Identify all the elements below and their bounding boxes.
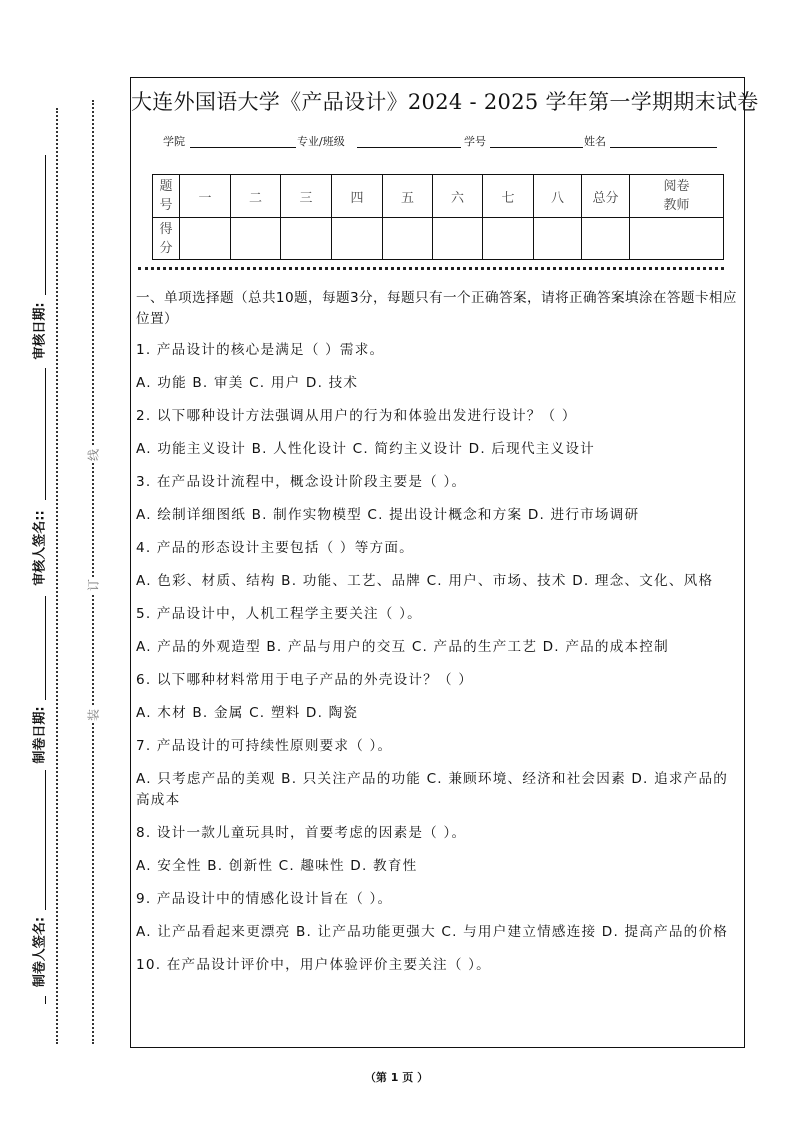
score-cell-5[interactable] xyxy=(383,218,433,260)
question-3: 3. 在产品设计流程中，概念设计阶段主要是（ ）。 xyxy=(136,474,467,490)
col-5: 五 xyxy=(383,175,433,218)
score-row xyxy=(153,218,724,260)
question-7: 7. 产品设计的可持续性原则要求（ ）。 xyxy=(136,738,393,754)
question-7-options: A. 只考虑产品的美观 B. 只关注产品的功能 C. 兼顾环境、经济和社会因素 D. 追求产品的高成本 xyxy=(136,771,729,808)
question-6-options: A. 木材 B. 金属 C. 塑料 D. 陶瓷 xyxy=(136,705,359,721)
row-head-tihao xyxy=(153,175,180,218)
major-class-field[interactable] xyxy=(357,147,461,148)
question-9-options: A. 让产品看起来更漂亮 B. 让产品功能更强大 C. 与用户建立情感连接 D. 提高产品的价格 xyxy=(136,924,729,940)
question-4-options: A. 色彩、材质、结构 B. 功能、工艺、品牌 C. 用户、市场、技术 D. 理念、文化、风格 xyxy=(136,573,714,589)
score-cell-4[interactable] xyxy=(332,218,383,260)
score-cell-8[interactable] xyxy=(534,218,582,260)
score-table xyxy=(152,174,724,260)
col-2: 二 xyxy=(231,175,281,218)
row-head-char: 得 xyxy=(159,221,173,237)
binding-char-xian: 线 xyxy=(86,448,101,462)
question-10: 10. 在产品设计评价中，用户体验评价主要关注（ ）。 xyxy=(136,957,491,973)
question-number-row xyxy=(153,175,724,218)
score-cell-6[interactable] xyxy=(433,218,483,260)
col-6: 六 xyxy=(433,175,483,218)
binding-char-zhuang: 装 xyxy=(86,708,101,722)
score-cell-1[interactable] xyxy=(180,218,231,260)
question-6: 6. 以下哪种材料常用于电子产品的外壳设计？（ ） xyxy=(136,672,474,688)
grader-label-line: 阅卷 xyxy=(663,179,690,194)
row-head-char: 题 xyxy=(159,179,173,194)
college-label: 学院 xyxy=(163,135,185,148)
col-1: 一 xyxy=(180,175,231,218)
college-field[interactable] xyxy=(190,147,296,148)
signature-line xyxy=(45,596,46,700)
signature-line xyxy=(45,996,46,1004)
signature-line xyxy=(45,770,46,910)
score-cell-3[interactable] xyxy=(281,218,332,260)
question-8: 8. 设计一款儿童玩具时，首要考虑的因素是（ ）。 xyxy=(136,825,467,841)
score-cell-total[interactable] xyxy=(582,218,630,260)
col-4: 四 xyxy=(332,175,383,218)
question-5: 5. 产品设计中，人机工程学主要关注（ ）。 xyxy=(136,606,422,622)
section-single-choice xyxy=(136,288,738,988)
signature-line xyxy=(45,155,46,295)
question-9: 9. 产品设计中的情感化设计旨在（ ）。 xyxy=(136,891,393,907)
question-1-options: A. 功能 B. 审美 C. 用户 D. 技术 xyxy=(136,375,359,391)
compiler-signature-label: 制卷人签名: xyxy=(32,916,48,988)
review-date-label: 审核日期: xyxy=(32,302,48,360)
question-5-options: A. 产品的外观造型 B. 产品与用户的交互 C. 产品的生产工艺 D. 产品的成本控制 xyxy=(136,639,669,655)
score-cell-grader[interactable] xyxy=(630,218,724,260)
name-label: 姓名 xyxy=(584,135,606,148)
major-class-label: 专业/班级 xyxy=(297,135,345,148)
question-8-options: A. 安全性 B. 创新性 C. 趣味性 D. 教育性 xyxy=(136,858,418,874)
exam-frame xyxy=(130,77,759,1048)
section-heading: 一、单项选择题（总共10题，每题3分，每题只有一个正确答案，请将正确答案填涂在答题卡相应位置） xyxy=(136,290,737,327)
col-8: 八 xyxy=(534,175,582,218)
page-number: （第 1 页 ） xyxy=(364,1071,429,1084)
col-7: 七 xyxy=(483,175,534,218)
col-3: 三 xyxy=(281,175,332,218)
reviewer-signature-label: 审核人签名:: xyxy=(32,510,48,586)
score-cell-2[interactable] xyxy=(231,218,281,260)
question-3-options: A. 绘制详细图纸 B. 制作实物模型 C. 提出设计概念和方案 D. 进行市场调研 xyxy=(136,507,640,523)
student-id-field[interactable] xyxy=(490,147,583,148)
question-2-options: A. 功能主义设计 B. 人性化设计 C. 简约主义设计 D. 后现代主义设计 xyxy=(136,441,595,457)
inner-dotted-line xyxy=(56,108,58,1044)
row-head-defen xyxy=(153,218,180,260)
exam-title: 大连外国语大学《产品设计》2024 - 2025 学年第一学期期末试卷 xyxy=(131,90,759,114)
signature-line xyxy=(45,368,46,500)
student-id-label: 学号 xyxy=(464,135,486,148)
row-head-char: 分 xyxy=(159,240,173,256)
question-2: 2. 以下哪种设计方法强调从用户的行为和体验出发进行设计？（ ） xyxy=(136,408,577,424)
name-field[interactable] xyxy=(610,147,717,148)
grader-label-line: 教师 xyxy=(663,198,690,213)
score-cell-7[interactable] xyxy=(483,218,534,260)
question-1: 1. 产品设计的核心是满足（ ）需求。 xyxy=(136,342,385,358)
dotted-separator xyxy=(138,267,724,270)
student-info-fields xyxy=(131,133,744,153)
binding-dotted-line xyxy=(92,100,94,1044)
compile-date-label: 制卷日期: xyxy=(32,706,48,764)
col-total: 总分 xyxy=(582,175,630,218)
question-4: 4. 产品的形态设计主要包括（ ）等方面。 xyxy=(136,540,414,556)
row-head-char: 号 xyxy=(159,198,173,213)
binding-char-ding: 订 xyxy=(86,578,101,592)
col-grader xyxy=(630,175,724,218)
